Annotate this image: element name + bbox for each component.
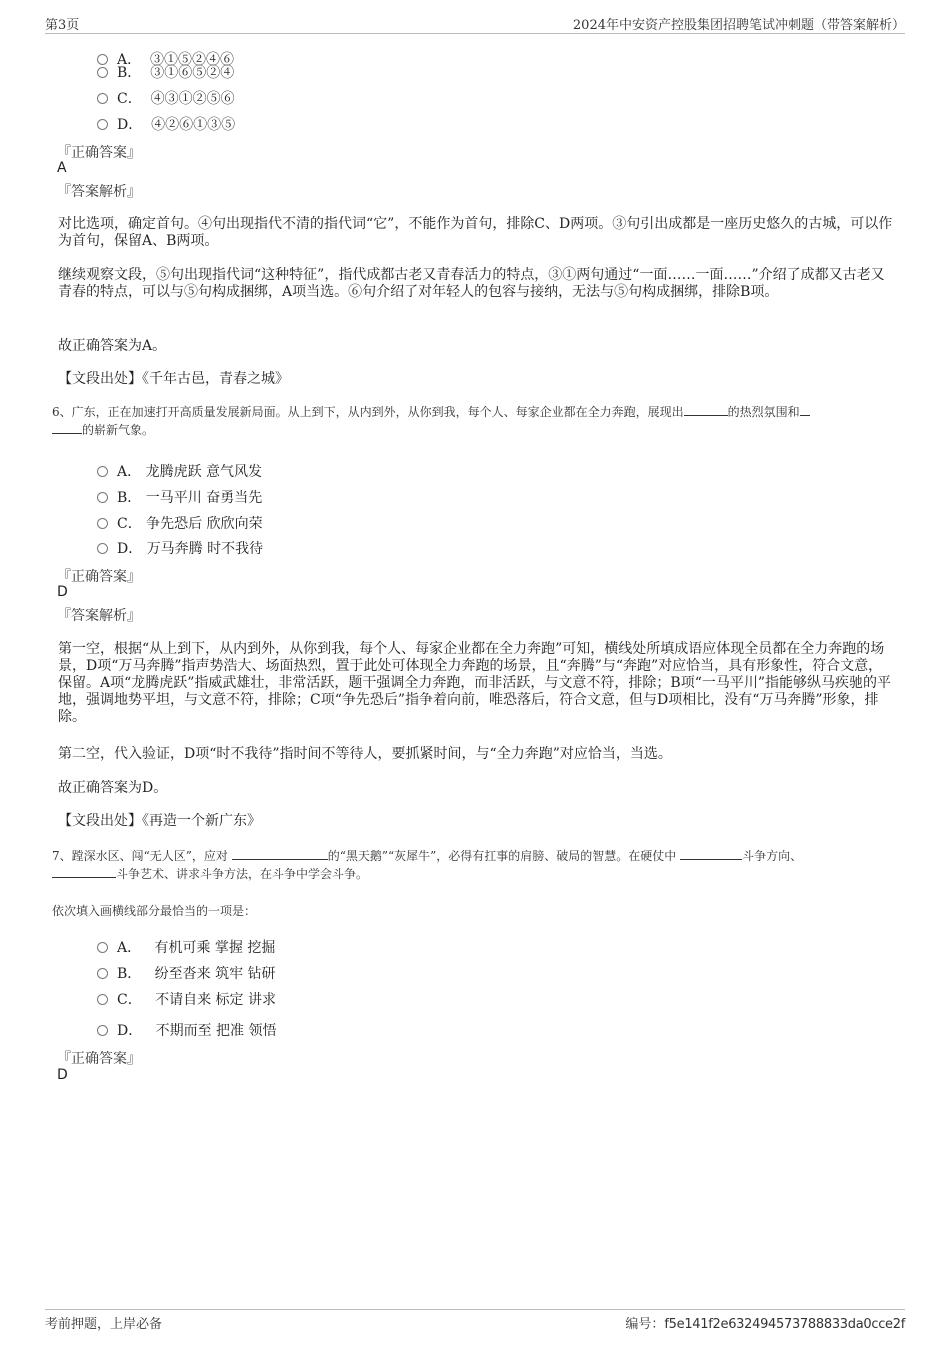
q5-analysis-para-2: 继续观察文段，⑤句出现指代词“这种特征”，指代成都古老又青春活力的特点，③①两句通过“一面……一面……”介绍了成都又古老又青春的特点，可以与⑤句构成捆绑，A项当选。⑥句介绍了对年轻人的包容与接纳，无法与⑤句构成捆绑，排除B项。 [58, 267, 885, 300]
option-key: D． [117, 1023, 143, 1039]
header-title: 2024年中安资产控股集团招聘笔试冲刺题（带答案解析） [572, 18, 905, 33]
option-key: A． [117, 464, 142, 480]
option-text: ④②⑥①③⑤ [151, 117, 236, 133]
q6-analysis-para-1: 第一空，根据“从上到下，从内到外，从你到我，每个人、每家企业都在全力奔跑”可知，横线处所填成语应体现全员都在全力奔跑的场景，D项“万马奔腾”指声势浩大、场面热烈，置于此处可体现全力奔跑的场景，且“奔腾”与“奔跑”对应恰当，具有形象性，符合文意，保留。A项“龙腾虎跃”指威武雄壮，非常活跃，题干强调全力奔跑，而非活跃，与文意不符，排除；B项“一马平川”指能够纵马疾驰的平地，强调地势平坦，与文意不符，排除；C项“争先恐后”指争着向前，唯恐落后，符合文意，但与D项相比，没有“万马奔腾”形象，排除。 [58, 641, 892, 725]
q7-stem-part-1: 7、蹚深水区、闯“无人区”，应对 [52, 849, 228, 863]
q6-option-b[interactable] [97, 487, 262, 507]
q7-answer: D [57, 1067, 68, 1083]
option-key: A． [117, 940, 142, 956]
q6-analysis-para-2: 第二空，代入验证，D项“时不我待”指时间不等待人，要抓紧时间，与“全力奔跑”对应恰当，当选。 [58, 746, 672, 762]
q6-answer: D [57, 584, 68, 600]
q5-analysis-para-3: 故正确答案为A。 [58, 338, 167, 354]
q5-source: 【文段出处】《千年古邑，青春之城》 [58, 371, 289, 387]
option-text: 不请自来 标定 讲求 [155, 992, 276, 1008]
document-id-label: 编号： [625, 1317, 665, 1332]
q6-answer-label: 『正确答案』 [57, 569, 141, 585]
option-key: B． [117, 966, 142, 982]
q6-analysis-label: 『答案解析』 [57, 608, 141, 624]
radio-icon[interactable] [97, 942, 108, 953]
blank-line [52, 865, 116, 878]
option-key: C． [117, 91, 142, 107]
option-key: C． [117, 992, 142, 1008]
blank-line [680, 847, 742, 860]
radio-icon[interactable] [97, 67, 108, 78]
footer-divider [45, 1309, 905, 1310]
q6-option-c[interactable] [97, 513, 263, 533]
option-text: 万马奔腾 时不我待 [146, 541, 264, 557]
q5-option-b[interactable] [97, 62, 234, 82]
radio-icon[interactable] [97, 518, 108, 529]
blank-line [232, 847, 328, 860]
blank-line [800, 403, 810, 416]
radio-icon[interactable] [97, 994, 108, 1005]
option-key: B． [117, 490, 142, 506]
blank-line [52, 421, 82, 434]
q7-option-d[interactable] [97, 1020, 277, 1040]
radio-icon[interactable] [97, 543, 108, 554]
q6-stem-part-3: 的崭新气象。 [82, 423, 155, 437]
radio-icon[interactable] [97, 968, 108, 979]
option-key: A． [117, 52, 142, 68]
radio-icon[interactable] [97, 119, 108, 130]
option-text: 一马平川 奋勇当先 [145, 490, 263, 506]
q6-stem [52, 403, 900, 439]
q5-analysis-label: 『答案解析』 [57, 184, 141, 200]
q7-answer-label: 『正确答案』 [57, 1051, 141, 1067]
option-text: 有机可乘 掌握 挖掘 [154, 940, 276, 956]
q7-instruction: 依次填入画横线部分最恰当的一项是： [52, 904, 257, 918]
option-key: D． [117, 117, 143, 133]
option-text: ③①⑥⑤②④ [150, 65, 235, 81]
q6-option-d[interactable] [97, 538, 263, 558]
q5-analysis-para-1: 对比选项，确定首句。④句出现指代不清的指代词“它”，不能作为首句，排除C、D两项。③句引出成都是一座历史悠久的古城，可以作为首句，保留A、B两项。 [58, 216, 893, 249]
q6-analysis-para-3: 故正确答案为D。 [58, 780, 168, 796]
q7-stem-part-2: 的“黑天鹅”“灰犀牛”，必得有扛事的肩膀、破局的智慧。在硬仗中 [327, 849, 677, 863]
option-text: ③①⑤②④⑥ [150, 52, 235, 68]
q6-stem-part-1: 6、广东，正在加速打开高质量发展新局面。从上到下，从内到外，从你到我，每个人、每家企业都在全力奔跑，展现出 [52, 405, 684, 419]
radio-icon[interactable] [97, 466, 108, 477]
option-text: 纷至沓来 筑牢 钻研 [154, 966, 276, 982]
radio-icon[interactable] [97, 93, 108, 104]
option-key: B． [117, 65, 142, 81]
option-key: D． [117, 541, 143, 557]
option-text: 不期而至 把准 领悟 [155, 1023, 277, 1039]
footer-slogan: 考前押题，上岸必备 [45, 1317, 163, 1332]
document-id-value: f5e141f2e632494573788833da0cce2f [664, 1317, 905, 1332]
option-text: 争先恐后 欣欣向荣 [146, 516, 263, 532]
header-page-number: 第3页 [45, 18, 80, 33]
footer-document-id [625, 1313, 905, 1332]
q6-source: 【文段出处】《再造一个新广东》 [58, 813, 261, 829]
q5-answer-label: 『正确答案』 [57, 145, 141, 161]
q5-option-c[interactable] [97, 88, 235, 108]
blank-line [684, 403, 728, 416]
q5-option-d[interactable] [97, 114, 235, 134]
q7-option-a[interactable] [97, 937, 275, 957]
option-key: C． [117, 516, 142, 532]
q6-stem-part-2: 的热烈氛围和 [727, 405, 800, 419]
radio-icon[interactable] [97, 1025, 108, 1036]
radio-icon[interactable] [97, 492, 108, 503]
option-text: 龙腾虎跃 意气风发 [145, 464, 263, 480]
q5-answer: A [57, 160, 67, 176]
q7-stem-part-3: 斗争方向、 [742, 849, 803, 863]
q7-option-c[interactable] [97, 989, 276, 1009]
option-text: ④③①②⑤⑥ [150, 91, 235, 107]
q6-option-a[interactable] [97, 461, 262, 481]
q7-stem-part-4: 斗争艺术、讲求斗争方法，在斗争中学会斗争。 [116, 867, 369, 881]
q7-option-b[interactable] [97, 963, 276, 983]
q7-stem [52, 847, 900, 883]
header-divider [45, 33, 905, 34]
